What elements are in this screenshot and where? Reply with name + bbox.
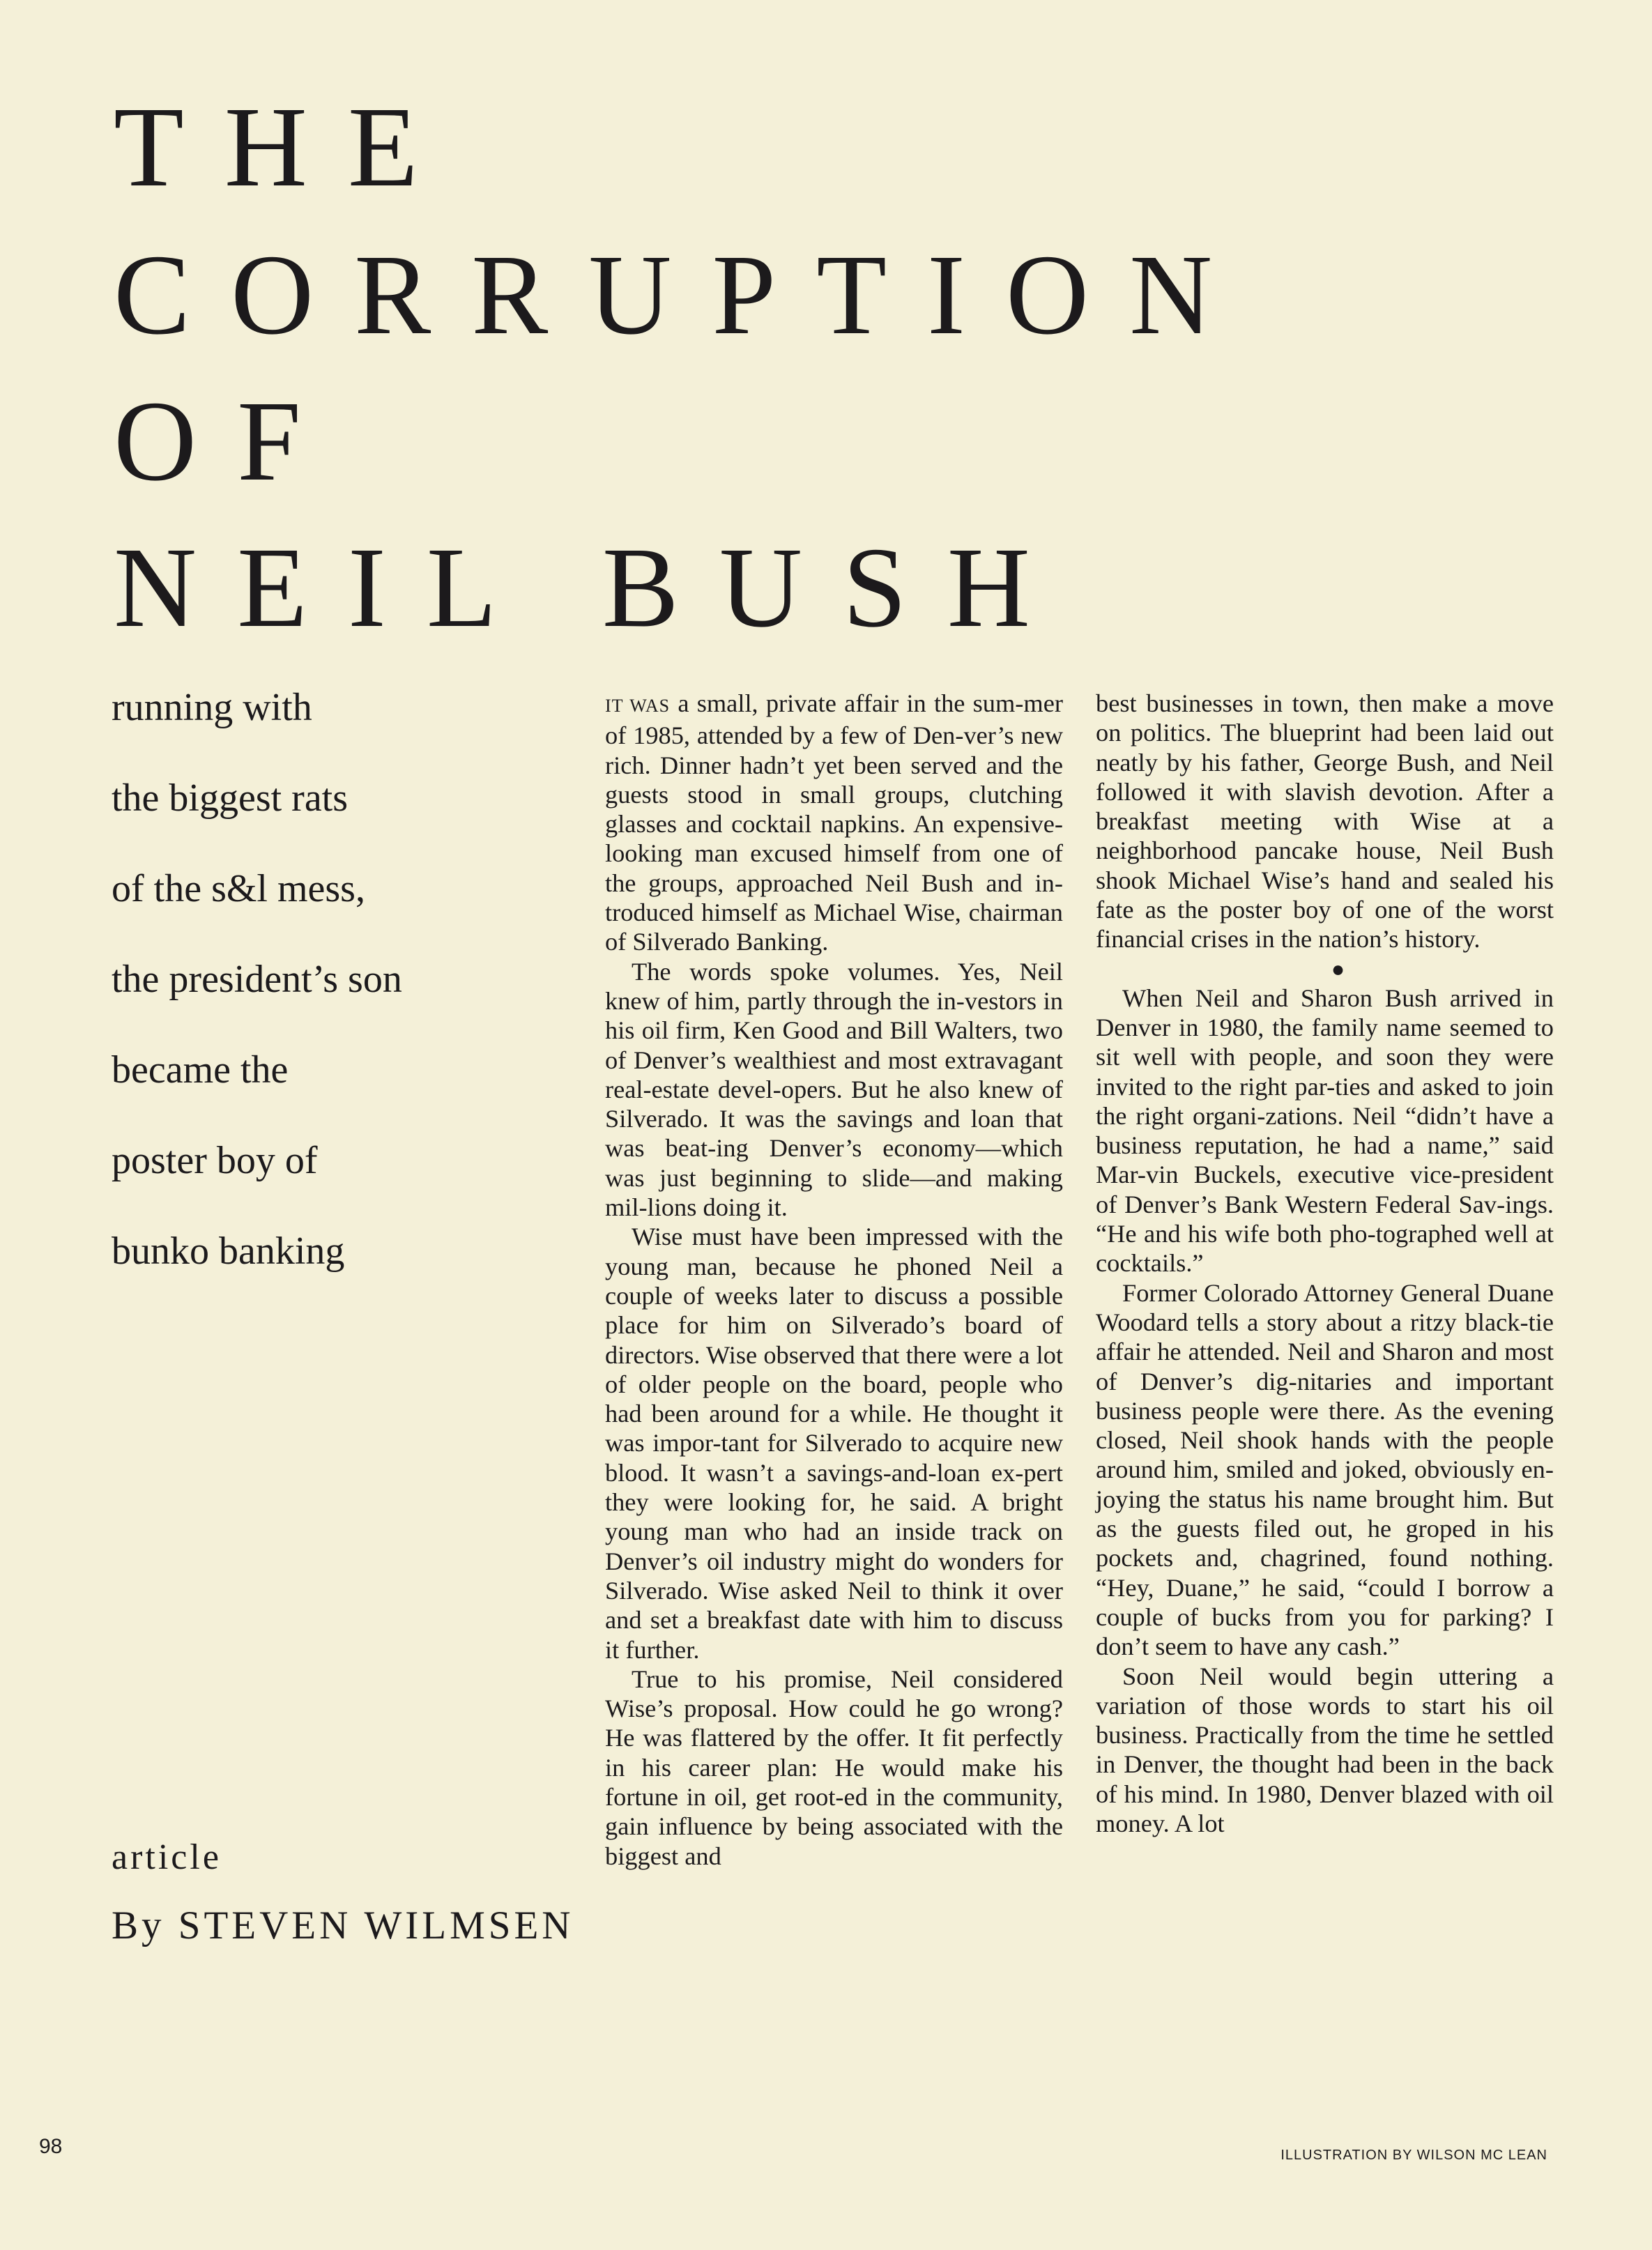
dek-line: of the s&l mess,	[112, 867, 365, 910]
headline-line-2: CORRUPTION	[114, 231, 1253, 358]
section-break-bullet: ●	[1331, 956, 1345, 981]
byline-author: By STEVEN WILMSEN	[112, 1904, 574, 1947]
section-label: article	[112, 1837, 222, 1877]
article-paragraph	[605, 689, 1063, 957]
article-column-1	[605, 689, 1063, 1871]
article-column-2	[1096, 689, 1554, 1838]
headline-line-1: THE	[114, 83, 459, 211]
dek-line: running with	[112, 686, 312, 729]
dek-line: bunko banking	[112, 1230, 345, 1273]
dek-line: poster boy of	[112, 1139, 318, 1182]
paragraph-text: a small, private affair in the sum-mer of 1985, attended by a few of Den-ver’s new rich. Dinner hadn’t yet been served and the guests stood in small groups, clutching glasses and cocktail napkins. An expensive-looking man excused himself from one of the groups, approached Neil Bush and in-troduced himself as Michael Wise, chairman of Silverado Banking.	[605, 689, 1063, 956]
headline-line-4: NEIL BUSH	[114, 523, 1071, 651]
illustration-credit: ILLUSTRATION BY WILSON MC LEAN	[1280, 2148, 1547, 2163]
article-paragraph: Former Colorado Attorney General Duane Woodard tells a story about a ritzy black-tie affair he attended. Neil and Sharon and most of Denver’s dig-nitaries and important business people were there. As the evening closed, Neil shook hands with the people around him, smiled and joked, obviously en-joying the status his name brought him. But as the guests filed out, he groped in his pockets and, chagrined, found nothing. “Hey, Duane,” he said, “could I borrow a couple of bucks from you for parking? I don’t seem to have any cash.”	[1096, 1278, 1554, 1661]
dek	[112, 662, 474, 1296]
article-paragraph: Soon Neil would begin uttering a variation of those words to start his oil business. Practically from the time he settled in Denver, the thought had been in the back of his mind. In 1980, Denver blazed with oil money. A lot	[1096, 1662, 1554, 1837]
dek-line: the biggest rats	[112, 776, 349, 820]
article-paragraph: True to his promise, Neil considered Wise’s proposal. How could he go wrong? He was flattered by the offer. It fit perfectly in his career plan: He would make his fortune in oil, get root-ed in the community, gain influence by being associated with the biggest and	[605, 1664, 1063, 1870]
article-paragraph: best businesses in town, then make a move on politics. The blueprint had been laid out neatly by his father, George Bush, and Neil followed it with slavish devotion. After a breakfast meeting with Wise at a neighborhood pancake house, Neil Bush shook Michael Wise’s hand and sealed his fate as the poster boy of one of the worst financial crises in the nation’s history.	[1096, 689, 1554, 954]
page-number: 98	[39, 2135, 63, 2158]
dek-line: became the	[112, 1048, 289, 1092]
article-paragraph: When Neil and Sharon Bush arrived in Denver in 1980, the family name seemed to sit well with people, and soon they were invited to the right par-ties and asked to join the right organi-zations. Neil “didn’t have a business reputation, he had a name,” said Mar-vin Buckels, executive vice-president of Denver’s Bank Western Federal Sav-ings. “He and his wife both pho-tographed well at cocktails.”	[1096, 984, 1554, 1278]
headline-line-3: OF	[114, 377, 342, 505]
article-paragraph: Wise must have been impressed with the young man, because he phoned Neil a couple of weeks later to discuss a possible place for him on Silverado’s board of directors. Wise observed that there were a lot of older people on the board, people who had been around for a while. He thought it was impor-tant for Silverado to acquire new blood. It wasn’t a savings-and-loan ex-pert they were looking for, he said. A bright young man who had an inside track on Denver’s oil industry might do wonders for Silverado. Wise asked Neil to think it over and set a breakfast date with him to discuss it further.	[605, 1223, 1063, 1664]
dek-line: the president’s son	[112, 958, 402, 1001]
article-paragraph: The words spoke volumes. Yes, Neil knew of him, partly through the in-vestors in his oil firm, Ken Good and Bill Walters, two of Denver’s wealthiest and most extravagant real-estate devel-opers. But he also knew of Silverado. It was the savings and loan that was beat-ing Denver’s economy—which was just beginning to slide—and making mil-lions doing it.	[605, 957, 1063, 1222]
lead-in: IT WAS	[605, 696, 671, 716]
